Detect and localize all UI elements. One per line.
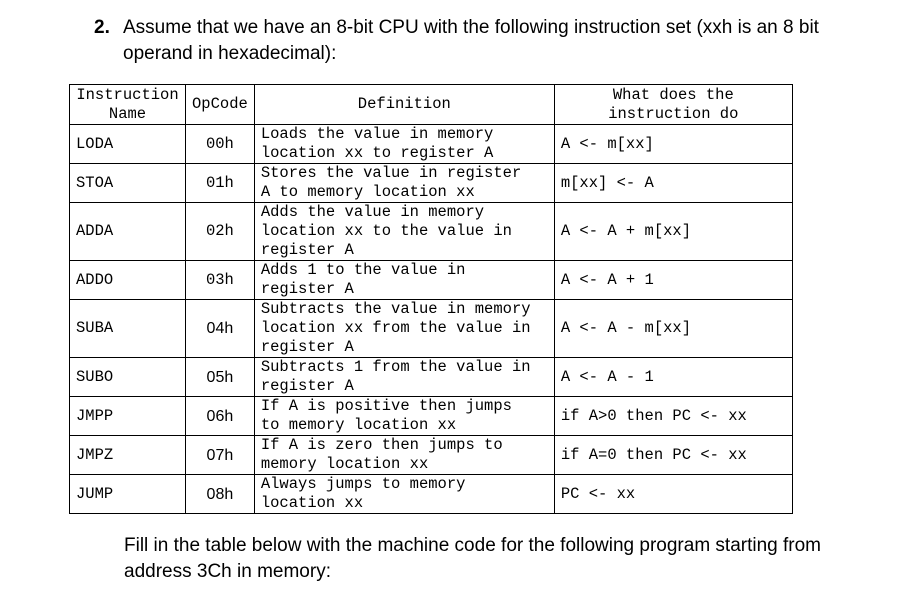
instruction-name-cell: SUBA — [70, 300, 186, 358]
header-what-it-does: What does the instruction do — [554, 85, 792, 125]
what-it-does-cell: m[xx] <- A — [554, 164, 792, 203]
instruction-name-cell: ADDA — [70, 203, 186, 261]
table-row — [70, 203, 793, 261]
definition-cell: Always jumps to memory location xx — [254, 475, 554, 514]
instruction-name-cell: JMPZ — [70, 436, 186, 475]
what-it-does-cell: A <- A + 1 — [554, 261, 792, 300]
opcode-cell: 02h — [186, 203, 255, 261]
instruction-set-table — [69, 84, 793, 514]
what-it-does-cell: if A>0 then PC <- xx — [554, 397, 792, 436]
instructions-line-2: address 3Ch in memory: — [124, 561, 331, 582]
instruction-name-cell: ADDO — [70, 261, 186, 300]
instruction-name-cell: JMPP — [70, 397, 186, 436]
definition-cell: If A is positive then jumps to memory location xx — [254, 397, 554, 436]
opcode-cell: 01h — [186, 164, 255, 203]
instructions-line-1: Fill in the table below with the machine code for the following program starting from — [124, 535, 822, 556]
what-it-does-cell: A <- A - m[xx] — [554, 300, 792, 358]
question-text — [94, 15, 854, 67]
opcode-cell: 05h — [186, 358, 255, 397]
instruction-name-cell: LODA — [70, 125, 186, 164]
instruction-name-cell: JUMP — [70, 475, 186, 514]
opcode-cell: 08h — [186, 475, 255, 514]
question-number: 2. — [94, 17, 110, 38]
header-row — [70, 85, 793, 125]
instruction-name-cell: STOA — [70, 164, 186, 203]
instruction-name-cell: SUBO — [70, 358, 186, 397]
definition-cell: Adds 1 to the value in register A — [254, 261, 554, 300]
table-row — [70, 164, 793, 203]
opcode-cell: 07h — [186, 436, 255, 475]
table-row — [70, 125, 793, 164]
definition-cell: Subtracts the value in memory location xx from the value in register A — [254, 300, 554, 358]
what-it-does-cell: if A=0 then PC <- xx — [554, 436, 792, 475]
table-row — [70, 436, 793, 475]
instructions-text — [124, 533, 844, 585]
table-row — [70, 475, 793, 514]
opcode-cell: 06h — [186, 397, 255, 436]
what-it-does-cell: A <- A + m[xx] — [554, 203, 792, 261]
definition-cell: Stores the value in register A to memory location xx — [254, 164, 554, 203]
table-row — [70, 261, 793, 300]
what-it-does-cell: A <- A - 1 — [554, 358, 792, 397]
table-row — [70, 397, 793, 436]
what-it-does-cell: PC <- xx — [554, 475, 792, 514]
opcode-cell: 03h — [186, 261, 255, 300]
definition-cell: Loads the value in memory location xx to register A — [254, 125, 554, 164]
question-line-1: Assume that we have an 8-bit CPU with the following instruction set (xxh is an 8 bit — [123, 17, 819, 38]
definition-cell: Adds the value in memory location xx to the value in register A — [254, 203, 554, 261]
what-it-does-cell: A <- m[xx] — [554, 125, 792, 164]
opcode-cell: 00h — [186, 125, 255, 164]
definition-cell: Subtracts 1 from the value in register A — [254, 358, 554, 397]
header-opcode: OpCode — [186, 85, 255, 125]
question-line-2: operand in hexadecimal): — [123, 43, 337, 64]
table-row — [70, 358, 793, 397]
opcode-cell: 04h — [186, 300, 255, 358]
header-instruction-name: Instruction Name — [70, 85, 186, 125]
table-row — [70, 300, 793, 358]
header-definition: Definition — [254, 85, 554, 125]
definition-cell: If A is zero then jumps to memory location xx — [254, 436, 554, 475]
